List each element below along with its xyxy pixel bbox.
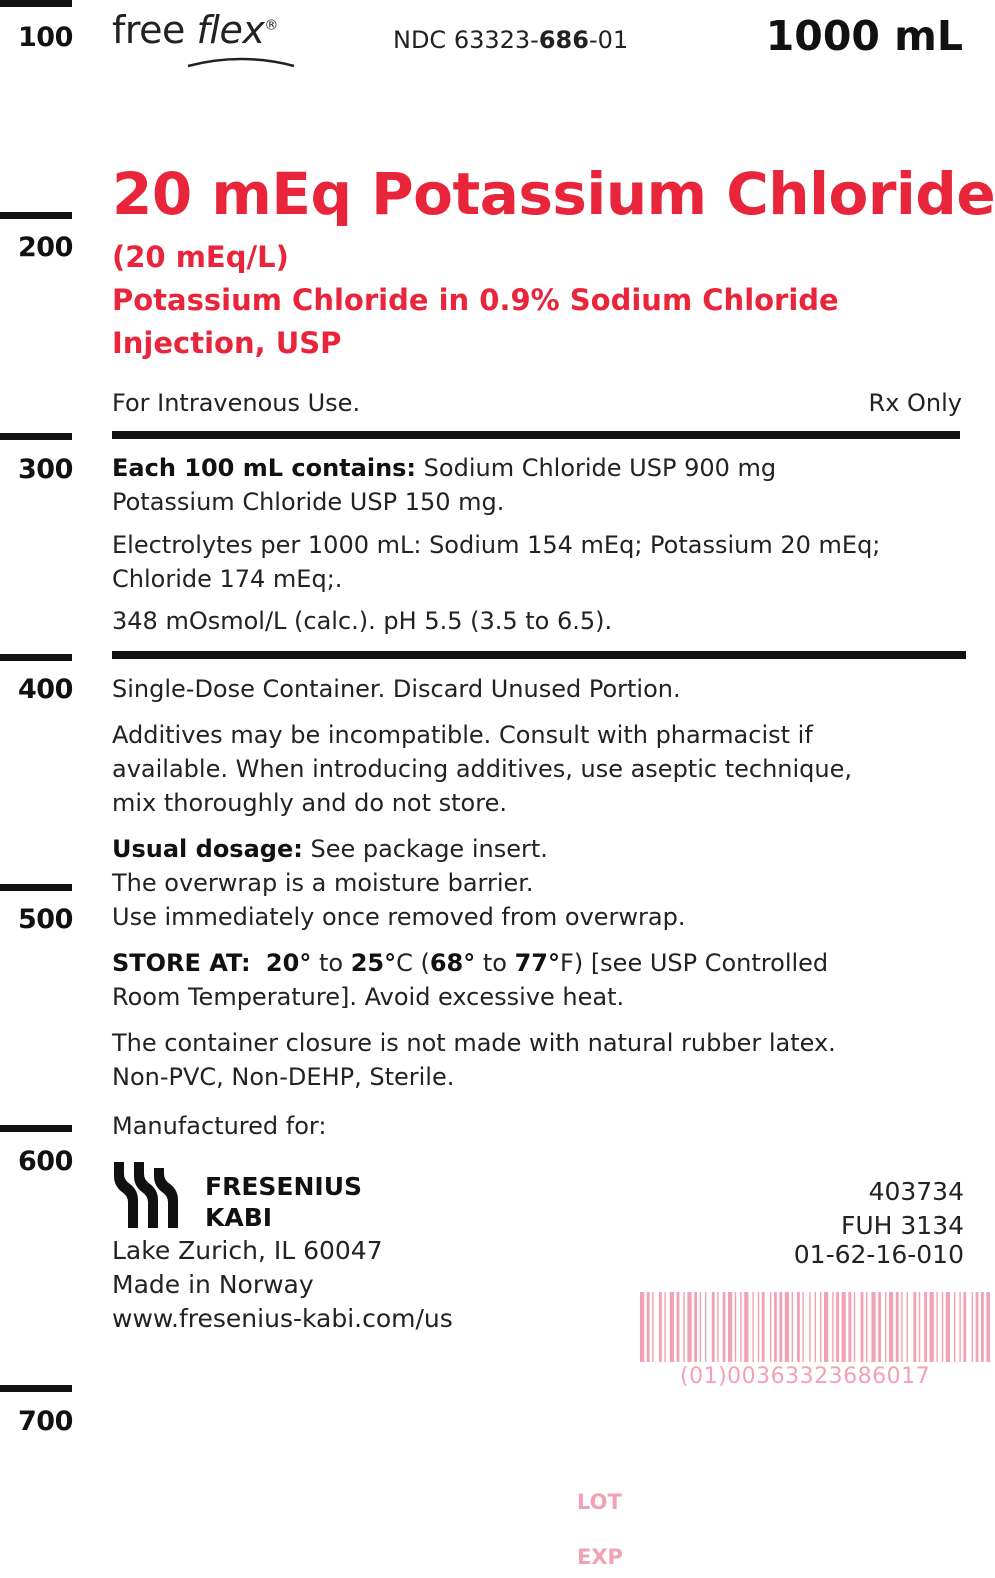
scale-label: 700 (18, 1406, 73, 1437)
brand-swoosh-icon (186, 52, 296, 70)
scale-tick (0, 884, 72, 891)
volume-label: 1000 mL (765, 12, 963, 60)
overwrap-line1: The overwrap is a moisture barrier. (112, 869, 534, 897)
barcode-icon (638, 1292, 990, 1362)
ndc-prefix: NDC 63323- (393, 26, 539, 54)
latex-line1: The container closure is not made with natural rubber latex. (112, 1029, 836, 1057)
storage-temp: 20° (265, 949, 312, 977)
scale-label: 500 (18, 904, 73, 935)
storage-line1 (112, 949, 828, 977)
storage-line2: Room Temperature]. Avoid excessive heat. (112, 983, 625, 1011)
manufacturer-city: Lake Zurich, IL 60047 (112, 1236, 383, 1265)
scale-tick (0, 212, 72, 219)
composition-sodium: Sodium Chloride USP 900 mg (416, 454, 777, 482)
lot-label: LOT (577, 1490, 622, 1514)
manufacturer-website: www.fresenius-kabi.com/us (112, 1304, 453, 1333)
scale-tick (0, 0, 72, 7)
scale-label: 300 (18, 454, 73, 485)
exp-label: EXP (577, 1545, 623, 1569)
scale-tick (0, 1385, 72, 1392)
brand-word-free: free (112, 8, 185, 52)
dosage-label: Usual dosage: (112, 835, 303, 863)
composition-line2: Potassium Chloride USP 150 mg. (112, 488, 505, 516)
electrolytes-line1: Electrolytes per 1000 mL: Sodium 154 mEq; Potassium 20 mEq; (112, 531, 881, 559)
scale-label: 100 (18, 22, 73, 53)
fuh-code: FUH 3134 (840, 1211, 964, 1240)
route-text: For Intravenous Use. (112, 389, 361, 417)
ndc-suffix: -01 (588, 26, 629, 54)
dosage-value: See package insert. (302, 835, 548, 863)
ndc-number (393, 26, 628, 54)
product-code: 403734 (868, 1177, 964, 1206)
manufacturer-origin: Made in Norway (112, 1270, 314, 1299)
manufactured-for-label: Manufactured for: (112, 1112, 327, 1140)
composition-line1 (112, 454, 776, 482)
scale-tick (0, 433, 72, 440)
product-name-line1: Potassium Chloride in 0.9% Sodium Chloride (112, 283, 839, 317)
storage-label: STORE AT: (112, 949, 251, 977)
barcode-number: (01)00363323686017 (680, 1364, 931, 1389)
product-name-line2: Injection, USP (112, 326, 342, 360)
additives-line2: available. When introducing additives, use aseptic technique, (112, 755, 853, 783)
fresenius-kabi-logo-icon (112, 1160, 182, 1230)
composition-label: Each 100 mL contains: (112, 454, 417, 482)
manufacturer-name-line2: KABI (205, 1203, 273, 1232)
ndc-product-code: 686 (538, 26, 589, 54)
storage-to: to (311, 949, 351, 977)
registered-mark: ® (264, 17, 278, 34)
label-code: 01-62-16-010 (793, 1240, 964, 1269)
overwrap-line2: Use immediately once removed from overwrap. (112, 903, 686, 931)
storage-rest: F) [see USP Controlled (560, 949, 829, 977)
scale-label: 600 (18, 1146, 73, 1177)
product-title: 20 mEq Potassium Chloride (112, 160, 995, 228)
osmolarity-text: 348 mOsmol/L (calc.). pH 5.5 (3.5 to 6.5). (112, 607, 613, 635)
brand-logo (112, 8, 278, 52)
manufacturer-name-line1: FRESENIUS (205, 1172, 363, 1201)
scale-tick (0, 1125, 72, 1132)
storage-temp: 68° (429, 949, 476, 977)
scale-label: 200 (18, 232, 73, 263)
dosage-text (112, 835, 548, 863)
brand-word-flex: flex (196, 8, 265, 52)
additives-line3: mix thoroughly and do not store. (112, 789, 507, 817)
storage-to: to (475, 949, 515, 977)
storage-temp: 77° (514, 949, 561, 977)
scale-tick (0, 654, 72, 661)
rx-only-text: Rx Only (868, 389, 962, 417)
storage-temp: 25° (350, 949, 397, 977)
divider (112, 431, 960, 439)
single-dose-text: Single-Dose Container. Discard Unused Portion. (112, 675, 681, 703)
divider (112, 651, 966, 659)
product-concentration: (20 mEq/L) (112, 240, 289, 274)
electrolytes-line2: Chloride 174 mEq;. (112, 565, 343, 593)
latex-line2: Non-PVC, Non-DEHP, Sterile. (112, 1063, 455, 1091)
additives-line1: Additives may be incompatible. Consult with pharmacist if (112, 721, 813, 749)
scale-label: 400 (18, 674, 73, 705)
storage-unit: C ( (396, 949, 430, 977)
